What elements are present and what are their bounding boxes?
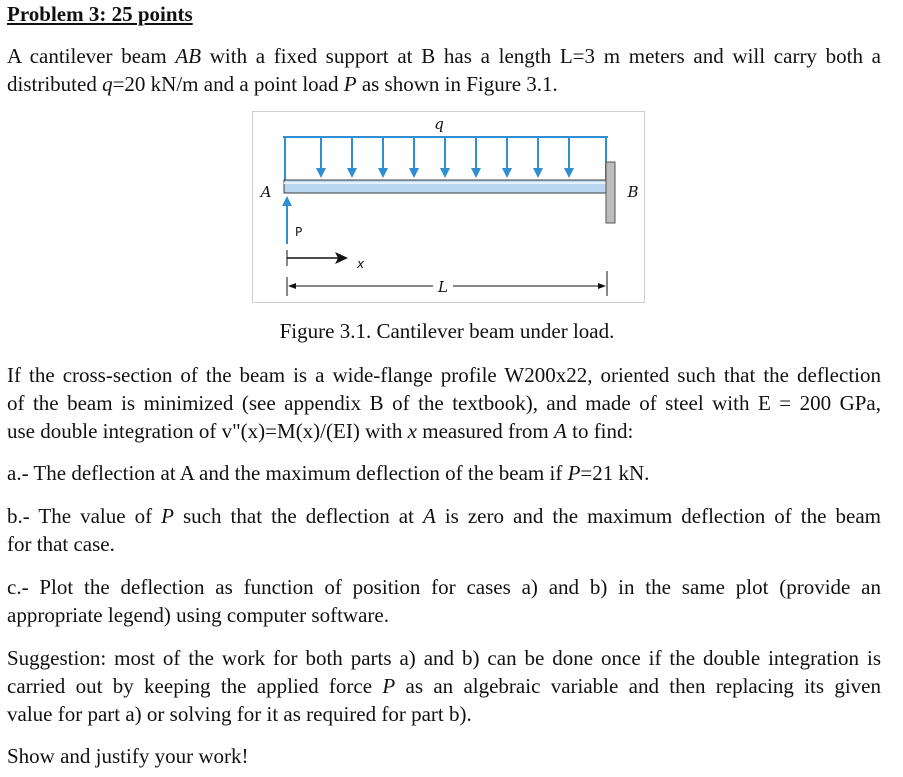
part-a-line: a.- The deflection at A and the maximum deflection of the beam if P=21 kN. [7,461,650,485]
section-info-line-2: of the beam is minimized (see appendix B of the textbook), and made of steel with E = 200 GPa, [7,391,881,415]
part-b [7,502,881,558]
beam [284,180,606,193]
suggestion-line-2: carried out by keeping the applied force P as an algebraic variable and then replacing its given [7,674,881,698]
load-arrow-head [533,168,543,178]
figure-caption: Figure 3.1. Cantilever beam under load. [279,319,615,343]
intro-line-2: distributed q=20 kN/m and a point load P as shown in Figure 3.1. [7,72,558,96]
part-c-line-1: c.- Plot the deflection as function of position for cases a) and b) in the same plot (provide an [7,575,881,599]
length-label: L [438,278,448,296]
length-dim-left-arrow [288,283,296,289]
end-a-label: A [260,183,272,201]
part-a [7,459,881,487]
point-load-arrowhead [282,196,292,206]
x-axis-label: x [357,257,365,271]
point-load-label: P [295,225,303,239]
load-arrow-head [409,168,419,178]
suggestion-line-1: Suggestion: most of the work for both parts a) and b) can be done once if the double integration is [7,646,881,670]
part-b-line-1: b.- The value of P such that the deflection at A is zero and the maximum deflection of the beam [7,504,881,528]
beam-diagram [253,112,644,302]
load-arrow-head [316,168,326,178]
load-arrow-head [378,168,388,178]
load-arrow-head [347,168,357,178]
fixed-support [606,162,615,223]
end-b-label: B [627,183,639,201]
load-arrow-head [502,168,512,178]
load-label-q: q [434,115,444,133]
load-arrow-head [440,168,450,178]
closing-note [7,742,881,770]
intro-paragraph [7,42,881,98]
part-c-line-2: appropriate legend) using computer software. [7,603,389,627]
length-dim-right-arrow [598,283,606,289]
section-info-paragraph [7,361,881,445]
suggestion-line-3: value for part a) or solving for it as required for part b). [7,702,472,726]
problem-title: Problem 3: 25 points [7,2,193,26]
load-arrow-head [564,168,574,178]
section-info-line-3: use double integration of v"(x)=M(x)/(EI) with x measured from A to find: [7,419,634,443]
intro-line-1: A cantilever beam AB with a fixed support at B has a length L=3 m meters and will carry both a [7,44,881,68]
closing-line: Show and justify your work! [7,744,249,768]
part-b-line-2: for that case. [7,532,115,556]
load-arrow-head [471,168,481,178]
section-info-line-1: If the cross-section of the beam is a wide-flange profile W200x22, oriented such that the deflection [7,363,881,387]
suggestion-paragraph [7,644,881,728]
part-c [7,573,881,629]
distributed-load-arrows [285,137,606,180]
beam-figure [252,111,645,303]
